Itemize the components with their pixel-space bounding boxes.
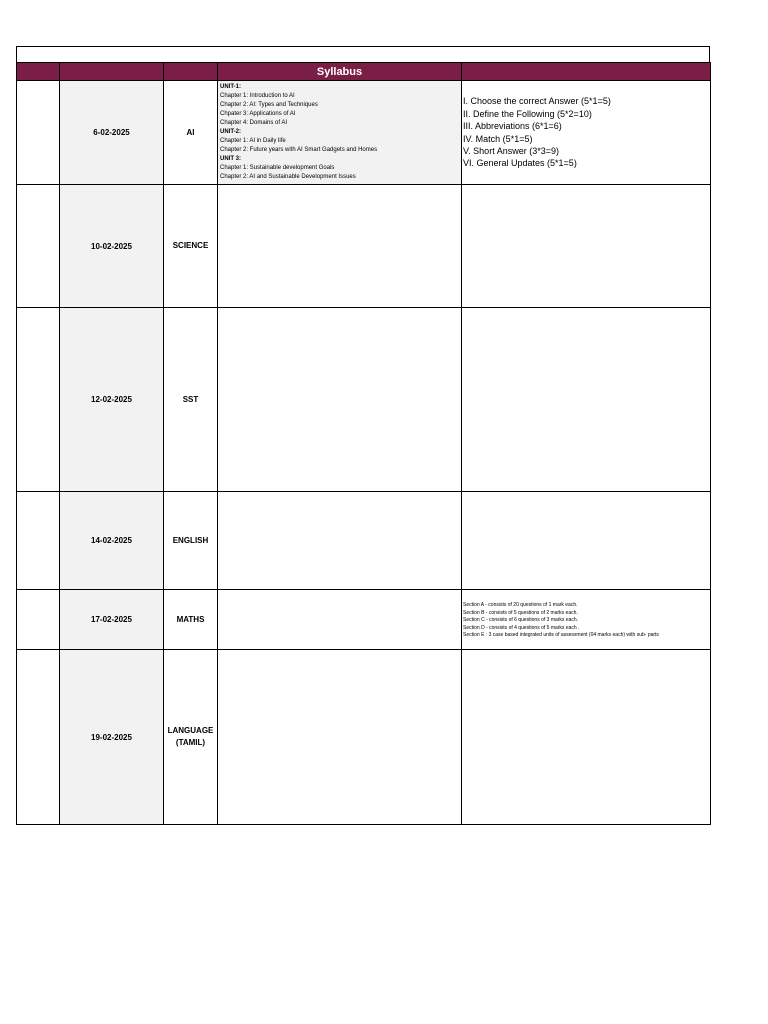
syllabus-cell bbox=[218, 185, 462, 308]
pattern-line: Section A - consists of 20 questions of 1 mark each. bbox=[463, 602, 578, 608]
pattern-line: Section D - consists of 4 questions of 5 marks each . bbox=[463, 624, 580, 631]
table-row bbox=[17, 308, 711, 492]
header-cell-sno bbox=[17, 63, 60, 81]
syllabus-unit-heading: UNIT 3: bbox=[220, 156, 241, 162]
question-pattern-cell bbox=[462, 81, 711, 185]
syllabus-chapter: Chapter 4: Domains of AI bbox=[220, 120, 288, 126]
syllabus-chapter: Chapter 2: AI: Types and Techniques bbox=[220, 102, 318, 108]
exam-date-cell: 14-02-2025 bbox=[60, 492, 164, 590]
subject-line: AI bbox=[186, 127, 195, 137]
pattern-line: VI. General Updates (5*1=5) bbox=[463, 158, 577, 169]
sno-cell bbox=[17, 308, 60, 492]
syllabus-chapter: Chapter 2: Future years with AI Smart Gadgets and Homes bbox=[220, 147, 378, 153]
question-pattern-cell bbox=[462, 492, 711, 590]
syllabus-unit-heading: UNIT-2: bbox=[220, 129, 241, 135]
pattern-line: IV. Match (5*1=5) bbox=[463, 133, 533, 144]
syllabus-chapter: Chapter 1: AI in Daily life bbox=[220, 138, 286, 144]
exam-date-cell: 12-02-2025 bbox=[60, 308, 164, 492]
table-row bbox=[17, 650, 711, 825]
table-header-row bbox=[17, 63, 711, 81]
table-row bbox=[17, 185, 711, 308]
sno-cell bbox=[17, 492, 60, 590]
subject-cell bbox=[164, 185, 218, 308]
pattern-line: V. Short Answer (3*3=9) bbox=[463, 145, 559, 156]
question-pattern-cell bbox=[462, 185, 711, 308]
subject-line: LANGUAGE bbox=[167, 726, 214, 735]
subject-cell bbox=[164, 492, 218, 590]
syllabus-chapter: Chapter 2: AI and Sustainable Development Issues bbox=[220, 174, 356, 180]
syllabus-chapter: Chpater 3: Applications of AI bbox=[220, 111, 296, 117]
question-pattern-cell bbox=[462, 308, 711, 492]
syllabus-unit-heading: UNIT-1: bbox=[220, 84, 241, 90]
question-pattern-cell bbox=[462, 650, 711, 825]
syllabus-cell bbox=[218, 650, 462, 825]
question-pattern-cell bbox=[462, 590, 711, 650]
subject-cell bbox=[164, 650, 218, 825]
syllabus-chapter: Chapter 1: Sustainable development Goals bbox=[220, 165, 335, 171]
table-row bbox=[17, 590, 711, 650]
syllabus-cell bbox=[218, 590, 462, 650]
sheet-title-row bbox=[16, 46, 710, 62]
subject-line: MATHS bbox=[176, 614, 205, 624]
sno-cell bbox=[17, 650, 60, 825]
subject-line: SST bbox=[182, 394, 199, 404]
syllabus-cell bbox=[218, 308, 462, 492]
pattern-line: Section C - consists of 6 questions of 3 marks each. bbox=[463, 617, 579, 624]
exam-date-cell: 17-02-2025 bbox=[60, 590, 164, 650]
subject-line: (TAMIL) bbox=[175, 738, 206, 747]
header-cell-date bbox=[60, 63, 164, 81]
subject-cell bbox=[164, 590, 218, 650]
pattern-line: I. Choose the correct Answer (5*1=5) bbox=[463, 96, 611, 107]
exam-date-cell: 10-02-2025 bbox=[60, 185, 164, 308]
sno-cell bbox=[17, 185, 60, 308]
header-cell-pattern bbox=[462, 63, 711, 81]
subject-line: SCIENCE bbox=[172, 241, 209, 250]
sno-cell bbox=[17, 590, 60, 650]
exam-schedule-table bbox=[16, 62, 711, 825]
pattern-line: II. Define the Following (5*2=10) bbox=[463, 108, 592, 119]
syllabus-cell bbox=[218, 492, 462, 590]
table-row bbox=[17, 81, 711, 185]
pattern-line: Section B - consists of 5 questions of 2 marks each. bbox=[463, 609, 578, 616]
exam-date-cell: 6-02-2025 bbox=[60, 81, 164, 185]
header-cell-subject bbox=[164, 63, 218, 81]
pattern-line: III. Abbreviations (6*1=6) bbox=[463, 121, 562, 132]
header-cell-syllabus: Syllabus bbox=[218, 63, 462, 81]
sno-cell bbox=[17, 81, 60, 185]
subject-line: ENGLISH bbox=[172, 535, 209, 545]
syllabus-chapter: Chapter 1: Introduction to AI bbox=[220, 93, 295, 99]
exam-date-cell: 19-02-2025 bbox=[60, 650, 164, 825]
subject-cell bbox=[164, 308, 218, 492]
exam-schedule-sheet bbox=[16, 46, 710, 825]
syllabus-cell bbox=[218, 81, 462, 185]
subject-cell bbox=[164, 81, 218, 185]
table-row bbox=[17, 492, 711, 590]
pattern-line: Section E : 3 case based integrated units of assessment (04 marks each) with sub- parts bbox=[463, 632, 659, 639]
